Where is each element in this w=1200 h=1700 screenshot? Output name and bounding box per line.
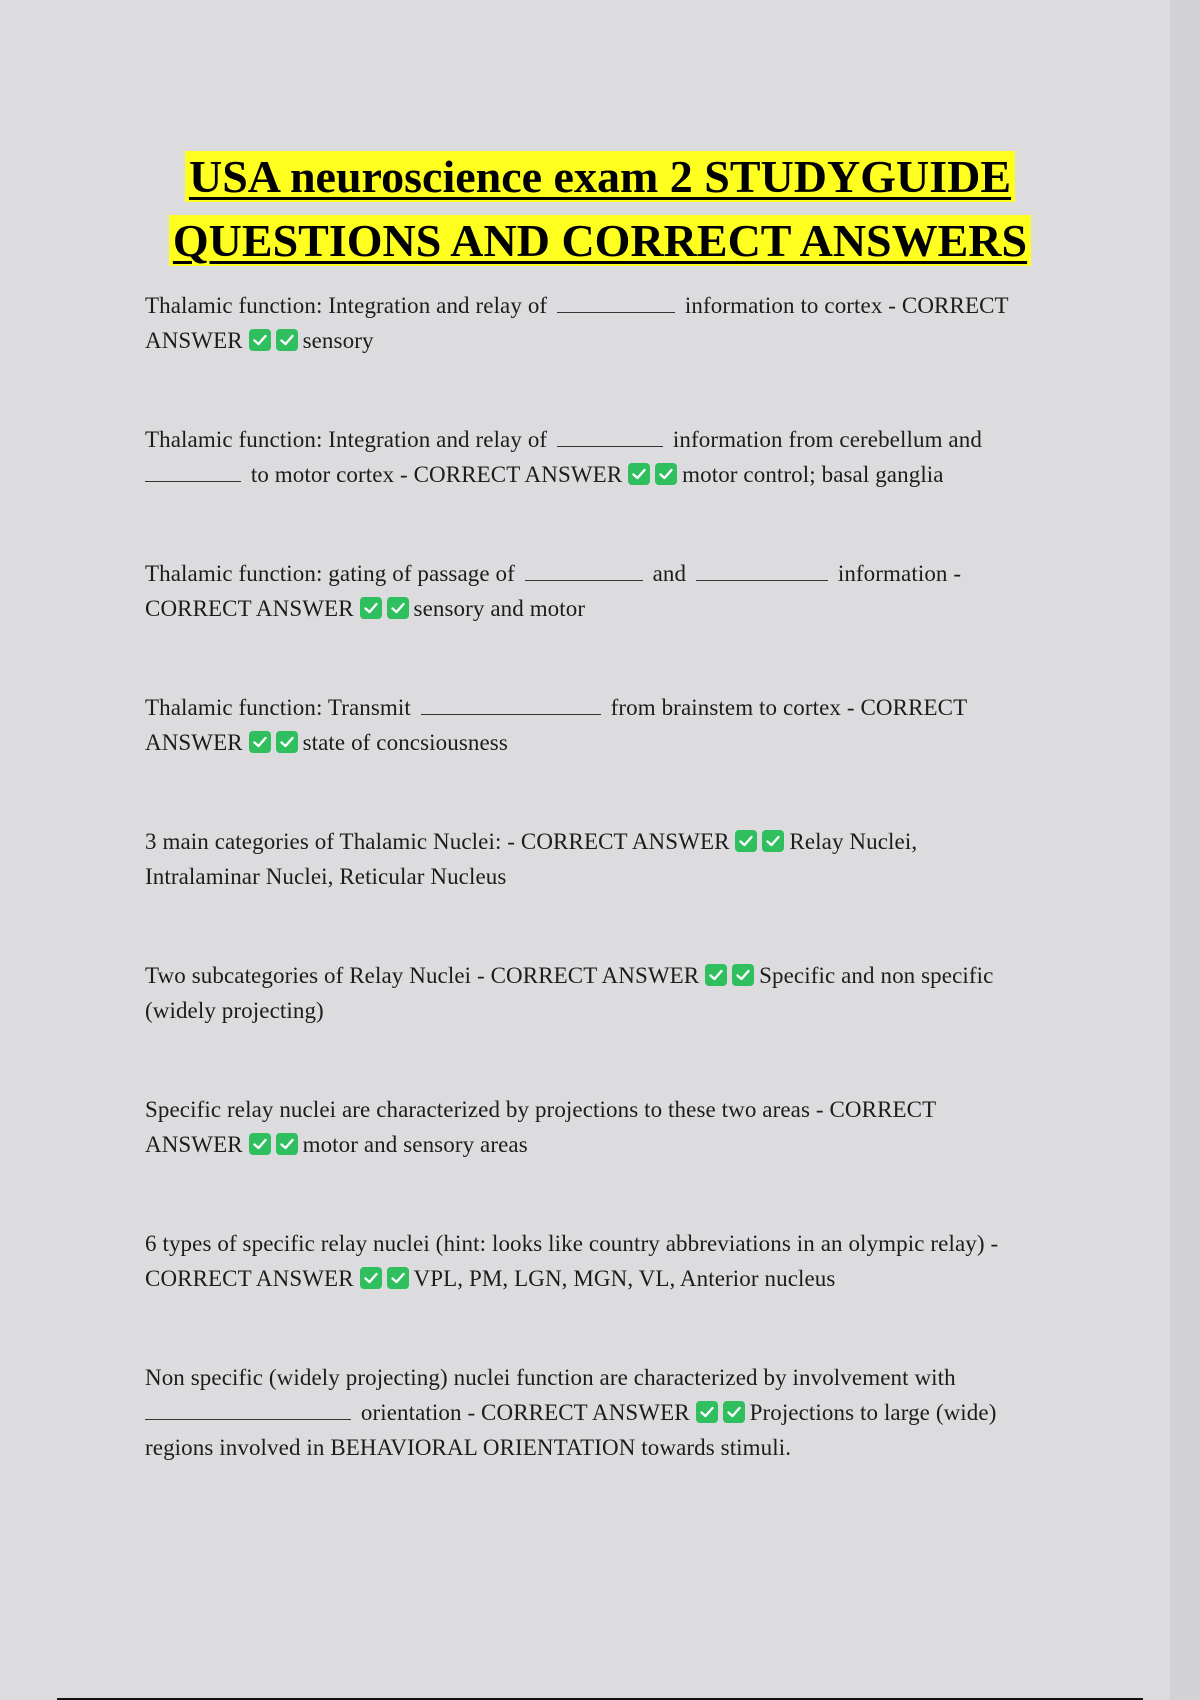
checkmark-icon <box>735 830 757 852</box>
qa-item <box>145 1226 1045 1296</box>
question-text: ANSWER <box>145 1132 243 1157</box>
answer-text: Intralaminar Nuclei, Reticular Nucleus <box>145 864 507 889</box>
qa-item <box>145 1092 1045 1162</box>
question-text: Thalamic function: gating of passage of <box>145 561 515 586</box>
answer-text: motor and sensory areas <box>302 1132 528 1157</box>
question-text: and <box>652 561 687 586</box>
question-text: 6 types of specific relay nuclei (hint: looks like country abbreviations in an olympic relay) - <box>145 1231 999 1256</box>
question-text: CORRECT ANSWER <box>145 596 354 621</box>
answer-text: Projections to large (wide) <box>749 1400 997 1425</box>
answer-text: sensory <box>302 328 374 353</box>
qa-list <box>145 288 1045 1529</box>
question-text: Thalamic function: Integration and relay of <box>145 293 548 318</box>
checkmark-icon <box>276 1133 298 1155</box>
qa-item <box>145 824 1045 894</box>
qa-item <box>145 1360 1045 1465</box>
checkmark-icon <box>249 1133 271 1155</box>
question-text: information from cerebellum and <box>672 427 982 452</box>
answer-text: sensory and motor <box>413 596 586 621</box>
answer-text: VPL, PM, LGN, MGN, VL, Anterior nucleus <box>413 1266 836 1291</box>
question-text: ANSWER <box>145 730 243 755</box>
answer-text: (widely projecting) <box>145 998 324 1023</box>
checkmark-icon <box>387 597 409 619</box>
answer-blank <box>696 558 828 581</box>
checkmark-icon <box>276 731 298 753</box>
qa-item <box>145 958 1045 1028</box>
answer-blank <box>557 424 663 447</box>
question-text: information to cortex - CORRECT <box>684 293 1009 318</box>
question-text: Non specific (widely projecting) nuclei function are characterized by involvement with <box>145 1365 956 1390</box>
qa-item <box>145 556 1045 626</box>
document-title <box>0 145 1200 273</box>
answer-blank <box>557 290 675 313</box>
checkmark-icon <box>655 463 677 485</box>
checkmark-icon <box>249 731 271 753</box>
answer-blank <box>145 1397 351 1420</box>
qa-item <box>145 422 1045 492</box>
checkmark-icon <box>360 597 382 619</box>
question-text: Specific relay nuclei are characterized by projections to these two areas - CORRECT <box>145 1097 937 1122</box>
checkmark-icon <box>360 1267 382 1289</box>
checkmark-icon <box>387 1267 409 1289</box>
checkmark-icon <box>723 1401 745 1423</box>
question-text: information - <box>837 561 962 586</box>
question-text: Thalamic function: Transmit <box>145 695 411 720</box>
answer-text: motor control; basal ganglia <box>682 462 944 487</box>
qa-item <box>145 288 1045 358</box>
answer-blank <box>421 692 601 715</box>
question-text: to motor cortex - CORRECT ANSWER <box>250 462 623 487</box>
question-text: CORRECT ANSWER <box>145 1266 354 1291</box>
checkmark-icon <box>628 463 650 485</box>
question-text: 3 main categories of Thalamic Nuclei: - CORRECT ANSWER <box>145 829 730 854</box>
answer-text: regions involved in BEHAVIORAL ORIENTATION towards stimuli. <box>145 1435 792 1460</box>
question-text: from brainstem to cortex - CORRECT <box>610 695 968 720</box>
answer-blank <box>525 558 643 581</box>
qa-item <box>145 690 1045 760</box>
checkmark-icon <box>276 329 298 351</box>
title-line-2: QUESTIONS AND CORRECT ANSWERS <box>169 215 1031 266</box>
question-text: ANSWER <box>145 328 243 353</box>
checkmark-icon <box>249 329 271 351</box>
checkmark-icon <box>696 1401 718 1423</box>
title-line-1: USA neuroscience exam 2 STUDYGUIDE <box>185 151 1015 202</box>
question-text: Two subcategories of Relay Nuclei - CORRECT ANSWER <box>145 963 700 988</box>
answer-text: Relay Nuclei, <box>789 829 918 854</box>
page-edge-shadow <box>1170 0 1200 1700</box>
question-text: orientation - CORRECT ANSWER <box>360 1400 690 1425</box>
question-text: Thalamic function: Integration and relay of <box>145 427 548 452</box>
checkmark-icon <box>705 964 727 986</box>
answer-text: Specific and non specific <box>759 963 994 988</box>
checkmark-icon <box>732 964 754 986</box>
answer-text: state of concsiousness <box>302 730 508 755</box>
checkmark-icon <box>762 830 784 852</box>
answer-blank <box>145 459 241 482</box>
